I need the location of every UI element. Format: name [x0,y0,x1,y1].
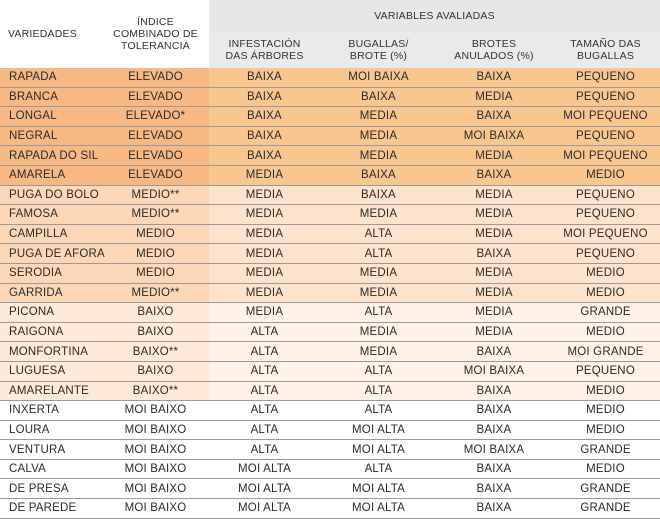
gall-size-cell: GRANDE [551,479,660,499]
infestation-cell: BAIXA [209,146,320,166]
gall-size-cell: MOI PEQUENO [551,224,660,244]
gall-per-shoot-cell: MOI ALTA [320,499,437,519]
annulled-shoots-cell: MEDIA [437,185,551,205]
gall-size-cell: PEQUENO [551,87,660,107]
variety-cell: DE PRESA [0,479,102,499]
infestation-cell: BAIXA [209,126,320,146]
tolerance-index-cell: MOI BAIXO [102,499,209,519]
variety-cell: DE PAREDE [0,499,102,519]
annulled-shoots-cell: MEDIA [437,322,551,342]
tolerance-index-cell: MOI BAIXO [102,459,209,479]
tolerance-index-cell: MOI BAIXO [102,440,209,460]
table-row [0,224,660,244]
table-row [0,107,660,127]
tolerance-index-cell: MEDIO [102,263,209,283]
annulled-shoots-cell: BAIXA [437,479,551,499]
infestation-cell: ALTA [209,322,320,342]
gall-per-shoot-cell: MEDIA [320,322,437,342]
table-row [0,244,660,264]
table-row [0,146,660,166]
header-tamano: TAMAÑO DAS BUGALLAS [551,32,660,68]
table-body [0,68,660,518]
table-row [0,68,660,87]
variety-cell: GARRIDA [0,283,102,303]
gall-size-cell: MEDIO [551,381,660,401]
table-row [0,205,660,225]
gall-per-shoot-cell: ALTA [320,459,437,479]
annulled-shoots-cell: MEDIA [437,87,551,107]
tolerance-index-cell: MEDIO** [102,205,209,225]
gall-per-shoot-cell: MEDIA [320,146,437,166]
gall-per-shoot-cell: BAIXA [320,165,437,185]
infestation-cell: MEDIA [209,185,320,205]
variety-cell: RAPADA [0,68,102,87]
variety-cell: MONFORTINA [0,342,102,362]
annulled-shoots-cell: MEDIA [437,263,551,283]
gall-size-cell: MEDIO [551,401,660,421]
variety-cell: INXERTA [0,401,102,421]
header-indice: ÍNDICE COMBINADO DE TOLERANCIA [102,0,209,68]
tolerance-index-cell: MOI BAIXO [102,420,209,440]
tolerance-index-cell: ELEVADO [102,87,209,107]
infestation-cell: MEDIA [209,205,320,225]
infestation-cell: MEDIA [209,224,320,244]
table-row [0,185,660,205]
table-row [0,283,660,303]
table-row [0,381,660,401]
variety-cell: LONGAL [0,107,102,127]
tolerance-index-cell: BAIXO** [102,342,209,362]
variety-cell: RAPADA DO SIL [0,146,102,166]
header-infestacion: INFESTACIÓN DAS ÁRBORES [209,32,320,68]
gall-size-cell: PEQUENO [551,244,660,264]
gall-per-shoot-cell: ALTA [320,381,437,401]
header-brotes: BROTES ANULADOS (%) [437,32,551,68]
gall-size-cell: MEDIO [551,165,660,185]
variety-cell: AMARELANTE [0,381,102,401]
infestation-cell: MEDIA [209,244,320,264]
infestation-cell: ALTA [209,381,320,401]
variety-cell: SERODIA [0,263,102,283]
infestation-cell: BAIXA [209,68,320,87]
infestation-cell: MEDIA [209,283,320,303]
gall-per-shoot-cell: ALTA [320,244,437,264]
tolerance-index-cell: BAIXO** [102,381,209,401]
tolerance-index-cell: BAIXO [102,361,209,381]
variety-cell: FAMOSA [0,205,102,225]
variety-cell: PICONA [0,303,102,323]
gall-size-cell: PEQUENO [551,361,660,381]
infestation-cell: MOI ALTA [209,479,320,499]
header-variedades: VARIEDADES [0,0,102,68]
tolerance-index-cell: ELEVADO [102,68,209,87]
variety-cell: AMARELA [0,165,102,185]
infestation-cell: MOI ALTA [209,499,320,519]
variety-cell: CAMPILLA [0,224,102,244]
tolerance-index-cell: MEDIO [102,244,209,264]
tolerance-index-cell: MEDIO [102,224,209,244]
infestation-cell: MEDIA [209,303,320,323]
table-row [0,401,660,421]
tolerance-index-cell: BAIXO [102,303,209,323]
gall-size-cell: PEQUENO [551,205,660,225]
annulled-shoots-cell: BAIXA [437,381,551,401]
gall-per-shoot-cell: MOI ALTA [320,420,437,440]
gall-per-shoot-cell: MOI ALTA [320,440,437,460]
gall-per-shoot-cell: MEDIA [320,205,437,225]
gall-per-shoot-cell: BAIXA [320,87,437,107]
tolerance-index-cell: ELEVADO [102,126,209,146]
annulled-shoots-cell: MOI BAIXA [437,440,551,460]
gall-size-cell: GRANDE [551,303,660,323]
annulled-shoots-cell: BAIXA [437,107,551,127]
annulled-shoots-cell: MEDIA [437,283,551,303]
annulled-shoots-cell: BAIXA [437,165,551,185]
annulled-shoots-cell: MEDIA [437,146,551,166]
variety-cell: LUGUESA [0,361,102,381]
gall-size-cell: MEDIO [551,420,660,440]
table-row [0,126,660,146]
annulled-shoots-cell: BAIXA [437,68,551,87]
gall-size-cell: GRANDE [551,499,660,519]
variety-cell: NEGRAL [0,126,102,146]
table-row [0,165,660,185]
gall-size-cell: MEDIO [551,263,660,283]
gall-size-cell: PEQUENO [551,68,660,87]
tolerance-index-cell: MEDIO** [102,283,209,303]
table-row [0,479,660,499]
gall-per-shoot-cell: MOI ALTA [320,479,437,499]
tolerance-index-cell: MEDIO** [102,185,209,205]
annulled-shoots-cell: BAIXA [437,420,551,440]
variety-cell: PUGA DO BOLO [0,185,102,205]
annulled-shoots-cell: MEDIA [437,303,551,323]
variety-cell: VENTURA [0,440,102,460]
tolerance-index-cell: MOI BAIXO [102,479,209,499]
annulled-shoots-cell: MOI BAIXA [437,361,551,381]
infestation-cell: MEDIA [209,263,320,283]
table-row [0,342,660,362]
annulled-shoots-cell: MEDIA [437,205,551,225]
variety-cell: CALVA [0,459,102,479]
annulled-shoots-cell: MEDIA [437,224,551,244]
variety-cell: PUGA DE AFORA [0,244,102,264]
tolerance-index-cell: ELEVADO [102,165,209,185]
infestation-cell: ALTA [209,342,320,362]
gall-per-shoot-cell: ALTA [320,361,437,381]
annulled-shoots-cell: MOI BAIXA [437,126,551,146]
gall-size-cell: PEQUENO [551,185,660,205]
gall-size-cell: PEQUENO [551,126,660,146]
table-row [0,303,660,323]
gall-size-cell: MOI PEQUENO [551,146,660,166]
table-row [0,322,660,342]
gall-per-shoot-cell: BAIXA [320,185,437,205]
gall-per-shoot-cell: MOI BAIXA [320,68,437,87]
infestation-cell: BAIXA [209,87,320,107]
annulled-shoots-cell: BAIXA [437,401,551,421]
gall-per-shoot-cell: ALTA [320,224,437,244]
table-row [0,87,660,107]
infestation-cell: BAIXA [209,107,320,127]
gall-size-cell: MEDIO [551,283,660,303]
infestation-cell: ALTA [209,440,320,460]
gall-per-shoot-cell: MEDIA [320,283,437,303]
gall-per-shoot-cell: ALTA [320,303,437,323]
annulled-shoots-cell: BAIXA [437,459,551,479]
tolerance-index-cell: ELEVADO* [102,107,209,127]
tolerance-index-cell: MOI BAIXO [102,401,209,421]
gall-size-cell: MOI PEQUENO [551,107,660,127]
gall-per-shoot-cell: MEDIA [320,342,437,362]
annulled-shoots-cell: BAIXA [437,342,551,362]
gall-size-cell: GRANDE [551,440,660,460]
gall-per-shoot-cell: MEDIA [320,263,437,283]
gall-per-shoot-cell: MEDIA [320,126,437,146]
tolerance-index-cell: ELEVADO [102,146,209,166]
variety-cell: LOURA [0,420,102,440]
tolerance-index-cell: BAIXO [102,322,209,342]
gall-per-shoot-cell: ALTA [320,401,437,421]
annulled-shoots-cell: BAIXA [437,244,551,264]
header-bugallas: BUGALLAS/ BROTE (%) [320,32,437,68]
table-row [0,499,660,519]
table-row [0,440,660,460]
infestation-cell: MEDIA [209,165,320,185]
gall-size-cell: MEDIO [551,459,660,479]
table-row [0,263,660,283]
header-variables-avaliadas: VARIABLES AVALIADAS [209,0,660,32]
infestation-cell: MOI ALTA [209,459,320,479]
infestation-cell: ALTA [209,361,320,381]
gall-per-shoot-cell: MEDIA [320,107,437,127]
gall-size-cell: MEDIO [551,322,660,342]
annulled-shoots-cell: BAIXA [437,499,551,519]
variety-cell: RAIGONA [0,322,102,342]
table-row [0,420,660,440]
gall-size-cell: MOI GRANDE [551,342,660,362]
table-row [0,361,660,381]
table-row [0,459,660,479]
variety-cell: BRANCA [0,87,102,107]
infestation-cell: ALTA [209,420,320,440]
infestation-cell: ALTA [209,401,320,421]
